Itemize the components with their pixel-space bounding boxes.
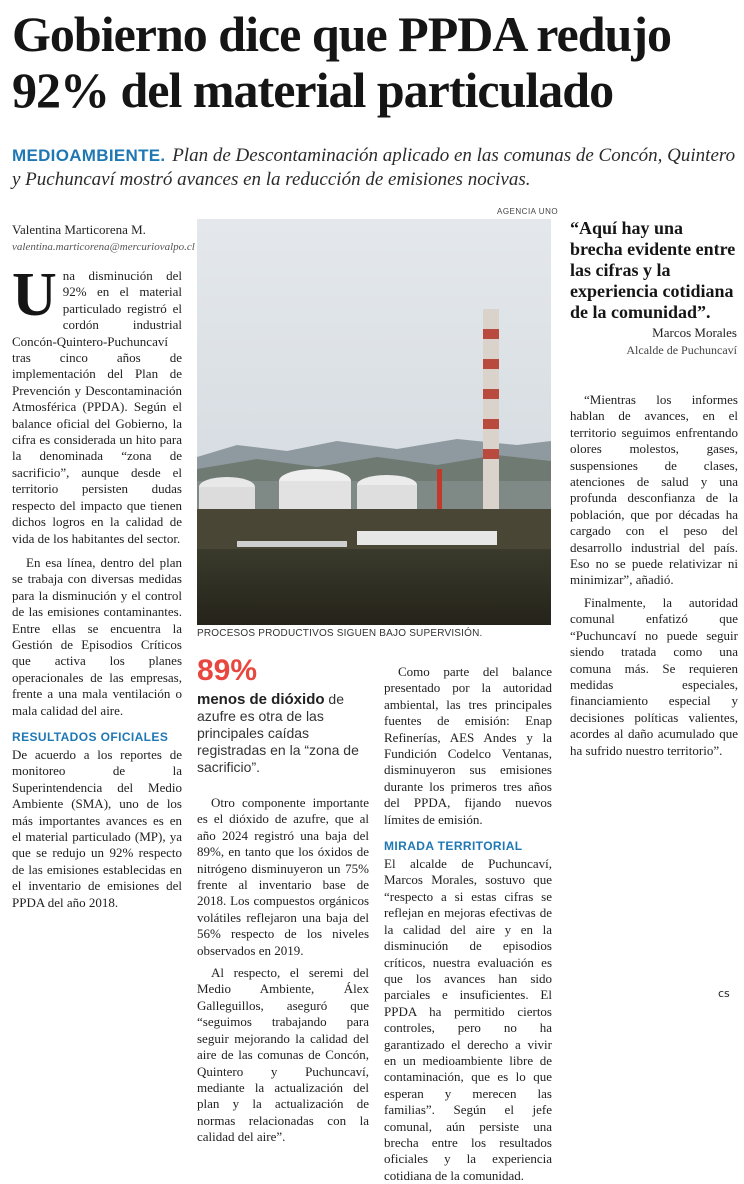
- column-4: [570, 392, 738, 759]
- industrial-photo: [197, 219, 551, 625]
- subhead-mirada: MIRADA TERRITORIAL: [384, 839, 523, 854]
- photo-credit: AGENCIA UNO: [497, 207, 559, 216]
- deck: [12, 144, 736, 192]
- column-1: [12, 261, 182, 911]
- stat-number: 89%: [197, 654, 258, 687]
- paragraph-3: De acuerdo a los reportes de monitoreo de la Superintendencia del Medio Ambiente (SMA), uno de los más importantes avances es en el material particulado (MP), ya que se redujo un 92% respecto de las emisiones establecidas en el inventario de emisiones del PPDA del año 2018.: [12, 746, 182, 910]
- deck-text: Plan de Descontaminación aplicado en las comunas de Concón, Quintero y Puchuncaví mostró avances en la reducción de emisiones nocivas.: [12, 145, 736, 190]
- section-kicker: MEDIOAMBIENTE.: [12, 146, 166, 165]
- stat-bold: menos de dióxido: [197, 691, 325, 708]
- subhead-resultados: RESULTADOS OFICIALES: [12, 729, 169, 744]
- paragraph-2: En esa línea, dentro del plan se trabaja con diversas medidas para la disminución y el control de las emisiones contaminantes. Entre ellas se encuentra la Gestión de Episodios Críticos que activa los planes operacionales de las empresas, frente a una mala ventilación o mala calidad del aire.: [12, 554, 182, 718]
- headline-line-2: 92% del material particulado: [12, 62, 614, 118]
- byline-email[interactable]: valentina.marticorena@mercuriovalpo.cl: [12, 241, 195, 253]
- paragraph-5: Al respecto, el seremi del Medio Ambiente, Álex Galleguillos, aseguró que “seguimos trabajando para seguir mejorando la calidad del aire de las comunas de Concón, Quintero y Puchuncaví, mediante la actualización del plan y la actualización de normas relacionadas con la calidad del aire”.: [197, 965, 369, 1145]
- paragraph-8: “Mientras los informes hablan de avances, en el territorio seguimos enfrentando olores molestos, gases, suspensiones de clases, atenciones de salud y una profunda desconfianza de la población, que por décadas ha cargado con el peso del desarrollo industrial del país. Eso no se puede relativizar ni minimizar”, añadió.: [570, 392, 738, 588]
- dropcap: U: [12, 261, 57, 329]
- photo-caption: PROCESOS PRODUCTIVOS SIGUEN BAJO SUPERVISIÓN.: [197, 628, 483, 639]
- quote-role: Alcalde de Puchuncaví: [626, 343, 737, 357]
- quote-author: Marcos Morales: [652, 325, 737, 340]
- headline-line-1: Gobierno dice que PPDA redujo: [12, 6, 671, 62]
- column-2: [197, 795, 369, 1146]
- byline-author: Valentina Marticorena M.: [12, 222, 146, 237]
- paragraph-7: El alcalde de Puchuncaví, Marcos Morales, sostuvo que “respecto a si estas cifras se reflejan en mejoras efectivas de la calidad del aire y en la disminución de episodios críticos, nuestra evaluación es que los avances han sido parciales e insuficientes. El PPDA ha permitido ciertos controles, pero no ha garantizado el derecho a vivir en un medioambiente libre de contaminación, que es lo que esperan y merecen las familias”. Según el jefe comunal, aún persiste una brecha entre los resultados oficiales y la experiencia cotidiana de la comunidad.: [384, 856, 552, 1183]
- stat-rest: de azufre es otra de las principales caídas registradas en la “zona de sacrificio”.: [197, 691, 359, 775]
- headline: [12, 6, 736, 118]
- paragraph-4: Otro componente importante es el dióxido de azufre, que al año 2024 registró una baja del 89%, en tanto que los óxidos de nitrógeno disminuyeron un 75% frente al inventario base de 2018. Los compuestos orgánicos volátiles reflejaron una baja del 56% respecto de los niveles observados en 2019.: [197, 795, 369, 958]
- column-3: [384, 664, 552, 1184]
- pull-quote: “Aquí hay una brecha evidente entre las cifras y la experiencia cotidiana de la comunidad”.: [570, 218, 736, 322]
- end-mark-icon: cs: [718, 987, 730, 1000]
- stat-text: [197, 691, 371, 776]
- paragraph-1: Una disminución del 92% en el material particulado registró el cordón industrial Concón-Quintero-Puchuncaví tras cinco años de implementación del Plan de Prevención y Descontaminación Atmosférica (PPDA). Según el balance oficial del Gobierno, la cifra es considerada un hito para la denominada “zona de sacrificio”, aunque desde el territorio persisten dudas respecto del impacto que tienen dichos logros en la calidad de vida de los habitantes del sector.: [12, 261, 182, 546]
- industrial-landscape-image: [197, 219, 551, 625]
- paragraph-9: Finalmente, la autoridad comunal enfatizó que “Puchuncaví no puede seguir siendo tratada como una comuna más. Se requieren medidas especiales, financiamiento especial y decisiones políticas valientes, acordes al daño acumulado que ha sufrido nuestro territorio”.: [570, 594, 738, 758]
- paragraph-6: Como parte del balance presentado por la autoridad ambiental, las tres principales fuentes de emisión: Enap Refinerías, AES Andes y la Fundición Codelco Ventanas, disminuyeron sus emisiones durante los primeros tres años del PPDA, fijando nuevos límites de emisión.: [384, 664, 552, 827]
